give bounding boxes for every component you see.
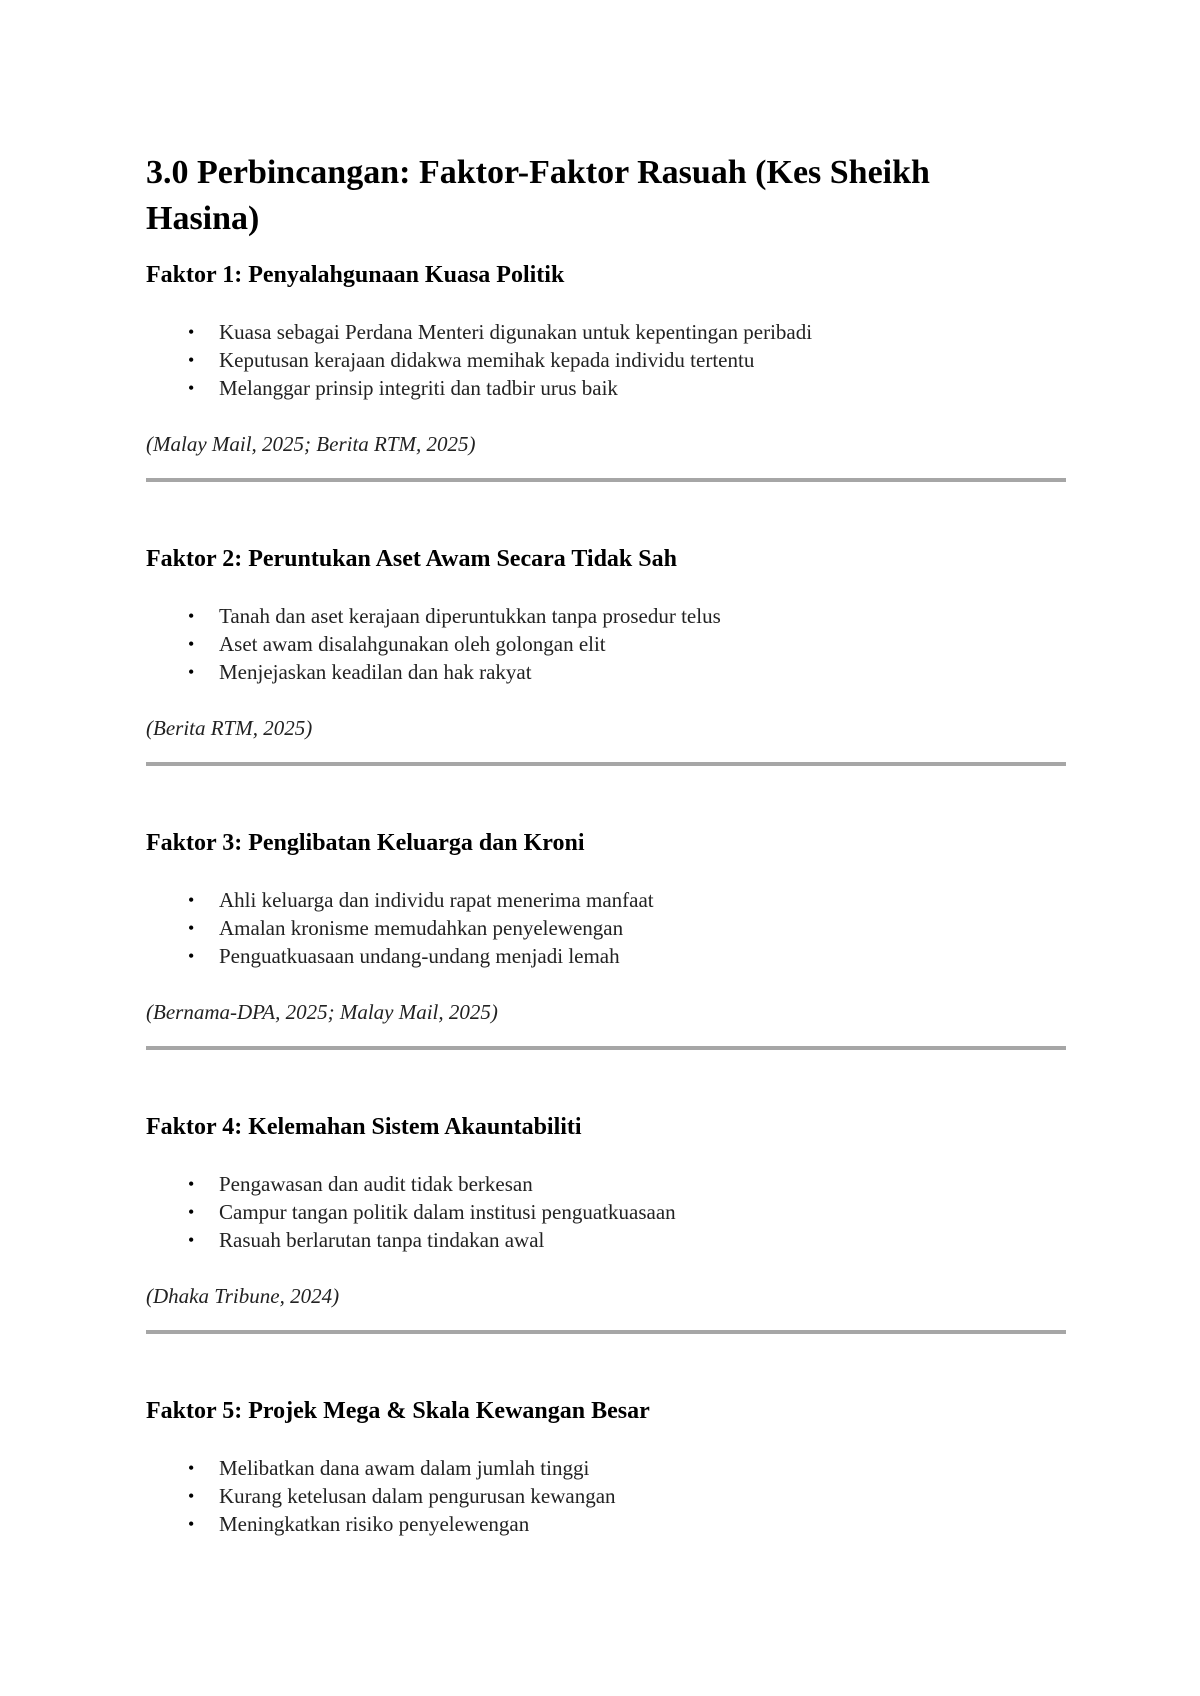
section-divider (146, 762, 1066, 766)
bullet-list (146, 318, 812, 402)
bullet-icon: • (188, 918, 195, 938)
bullet-icon: • (188, 350, 195, 370)
bullet-list (146, 1170, 676, 1254)
list-item: • Kurang ketelusan dalam pengurusan kewangan (188, 1484, 616, 1508)
bullet-icon: • (188, 606, 195, 626)
list-item: • Kuasa sebagai Perdana Menteri digunakan untuk kepentingan peribadi (188, 320, 813, 344)
list-item: • Melanggar prinsip integriti dan tadbir urus baik (188, 376, 618, 400)
list-item: • Rasuah berlarutan tanpa tindakan awal (188, 1228, 545, 1252)
bullet-icon: • (188, 662, 195, 682)
citation: (Dhaka Tribune, 2024) (146, 1284, 340, 1308)
citation: (Berita RTM, 2025) (146, 716, 313, 740)
bullet-icon: • (188, 1486, 195, 1506)
factor-heading: Faktor 3: Penglibatan Keluarga dan Kroni (146, 830, 585, 856)
bullet-icon: • (188, 1230, 195, 1250)
section-divider (146, 478, 1066, 482)
list-item: • Pengawasan dan audit tidak berkesan (188, 1172, 533, 1196)
factor-heading: Faktor 2: Peruntukan Aset Awam Secara Tidak Sah (146, 546, 677, 572)
page-title: 3.0 Perbincangan: Faktor-Faktor Rasuah (Kes Sheikh Hasina) (146, 154, 930, 237)
bullet-icon: • (188, 634, 195, 654)
factor-heading: Faktor 4: Kelemahan Sistem Akauntabiliti (146, 1114, 582, 1140)
bullet-icon: • (188, 890, 195, 910)
list-item: • Menjejaskan keadilan dan hak rakyat (188, 660, 532, 684)
bullet-icon: • (188, 322, 195, 342)
bullet-list (146, 602, 721, 686)
bullet-list (146, 886, 654, 970)
list-item: • Amalan kronisme memudahkan penyelewengan (188, 916, 624, 940)
bullet-list (146, 1454, 616, 1538)
bullet-icon: • (188, 946, 195, 966)
list-item: • Tanah dan aset kerajaan diperuntukkan tanpa prosedur telus (188, 604, 721, 628)
list-item: • Keputusan kerajaan didakwa memihak kepada individu tertentu (188, 348, 755, 372)
list-item: • Campur tangan politik dalam institusi penguatkuasaan (188, 1200, 676, 1224)
factor-heading: Faktor 5: Projek Mega & Skala Kewangan Besar (146, 1398, 650, 1424)
section-divider (146, 1046, 1066, 1050)
list-item: • Ahli keluarga dan individu rapat menerima manfaat (188, 888, 654, 912)
factor-heading: Faktor 1: Penyalahgunaan Kuasa Politik (146, 262, 565, 288)
bullet-icon: • (188, 378, 195, 398)
bullet-icon: • (188, 1458, 195, 1478)
list-item: • Melibatkan dana awam dalam jumlah tinggi (188, 1456, 590, 1480)
list-item: • Meningkatkan risiko penyelewengan (188, 1512, 530, 1536)
list-item: • Aset awam disalahgunakan oleh golongan elit (188, 632, 606, 656)
bullet-icon: • (188, 1202, 195, 1222)
bullet-icon: • (188, 1514, 195, 1534)
section-divider (146, 1330, 1066, 1334)
citation: (Malay Mail, 2025; Berita RTM, 2025) (146, 432, 476, 456)
citation: (Bernama-DPA, 2025; Malay Mail, 2025) (146, 1000, 498, 1024)
list-item: • Penguatkuasaan undang-undang menjadi lemah (188, 944, 620, 968)
bullet-icon: • (188, 1174, 195, 1194)
